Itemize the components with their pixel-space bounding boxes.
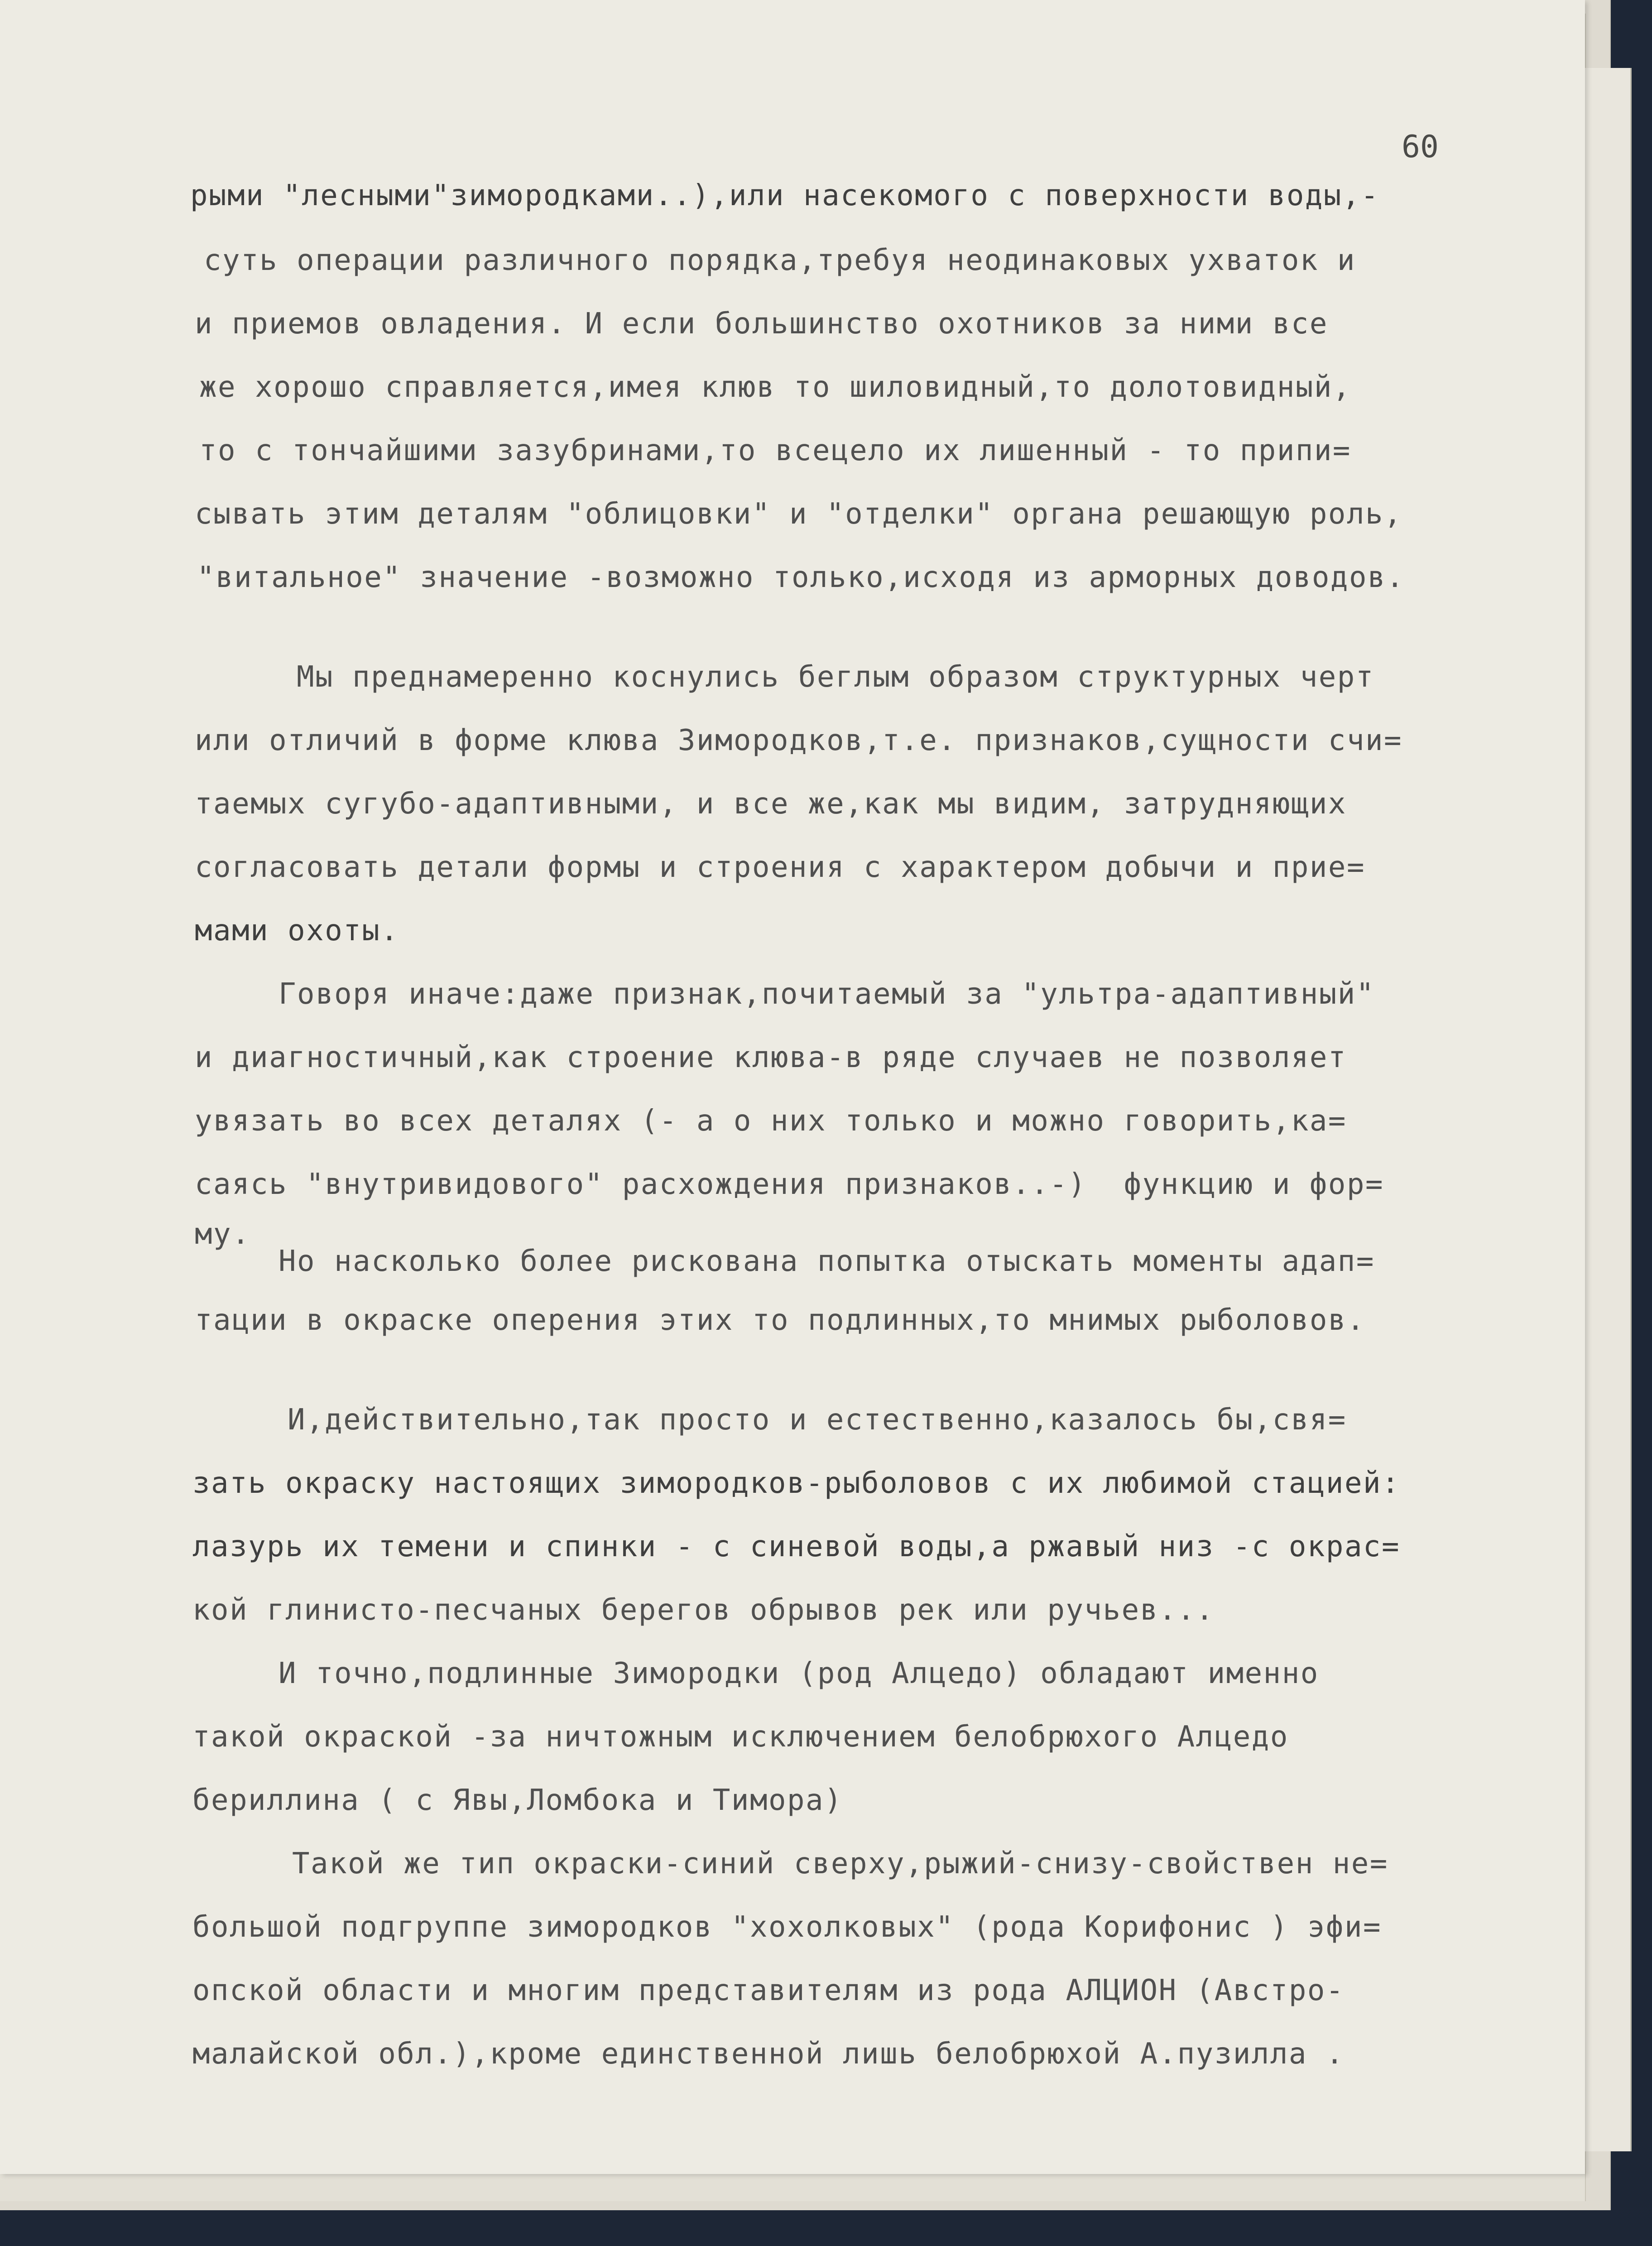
text-line: тации в окраске оперения этих то подлинных,то мнимых рыболовов. [195,1303,1365,1337]
text-line: большой подгруппе зимородков "хохолковых" (рода Корифонис ) эфи= [192,1910,1382,1944]
text-line: и диагностичный,как строение клюва-в ряде случаев не позволяет [195,1041,1347,1074]
text-line: лазурь их темени и спинки - с синевой воды,а ржавый низ -с окрас= [192,1530,1401,1563]
text-line: суть операции различного порядка,требуя неодинаковых ухваток и [204,244,1356,277]
text-line: или отличий в форме клюва Зимородков,т.е. признаков,сущности счи= [195,724,1403,757]
paragraph-first-line: И,действительно,так просто и естественно,казалось бы,свя= [288,1403,1347,1437]
text-line: сывать этим деталям "облицовки" и "отделки" органа решающую роль, [195,497,1403,531]
text-line: опской области и многим представителям из рода АЛЦИОН (Австро- [192,1974,1345,2007]
paragraph-first-line: Такой же тип окраски-синий сверху,рыжий-снизу-свойствен не= [292,1847,1388,1880]
text-line: увязать во всех деталях (- а о них только и можно говорить,ка= [195,1104,1347,1138]
text-line: му. [195,1217,251,1251]
paragraph-first-line: Но насколько более рискована попытка отыскать моменты адап= [279,1245,1375,1278]
text-line: "витальное" значение -возможно только,исходя из арморных доводов. [197,561,1405,594]
text-line: бериллина ( с Явы,Ломбока и Тимора) [192,1784,843,1817]
paragraph-first-line: И точно,подлинные Зимородки (род Алцедо) обладают именно [279,1657,1319,1690]
text-line: кой глинисто-песчаных берегов обрывов рек или ручьев... [192,1593,1215,1627]
text-line: малайской обл.),кроме единственной лишь белобрюхой А.пузилла . [192,2037,1345,2071]
paragraph-first-line: Мы преднамеренно коснулись беглым образом структурных черт [297,660,1374,694]
text-line: такой окраской -за ничтожным исключением белобрюхого Алцедо [192,1720,1289,1754]
text-line: то с тончайшими зазубринами,то всецело их лишенный - то припи= [199,434,1351,467]
text-line: зать окраску настоящих зимородков-рыболовов с их любимой стацией: [192,1467,1401,1500]
text-line: рыми "лесными"зимородками..),или насекомого с поверхности воды,- [190,179,1379,212]
text-line: и приемов овладения. И если большинство охотников за ними все [195,307,1328,341]
text-line: согласовать детали формы и строения с характером добычи и прие= [195,851,1365,884]
text-line: же хорошо справляется,имея клюв то шиловидный,то долотовидный, [199,370,1351,404]
text-line: таемых сугубо-адаптивными, и все же,как мы видим, затрудняющих [195,787,1347,821]
text-line: саясь "внутривидового" расхождения признаков..-) функцию и фор= [195,1168,1384,1201]
paragraph-first-line: Говоря иначе:даже признак,почитаемый за "ультра-адаптивный" [279,977,1375,1011]
text-line: мами охоты. [195,914,399,947]
page-number: 60 [1402,129,1439,165]
